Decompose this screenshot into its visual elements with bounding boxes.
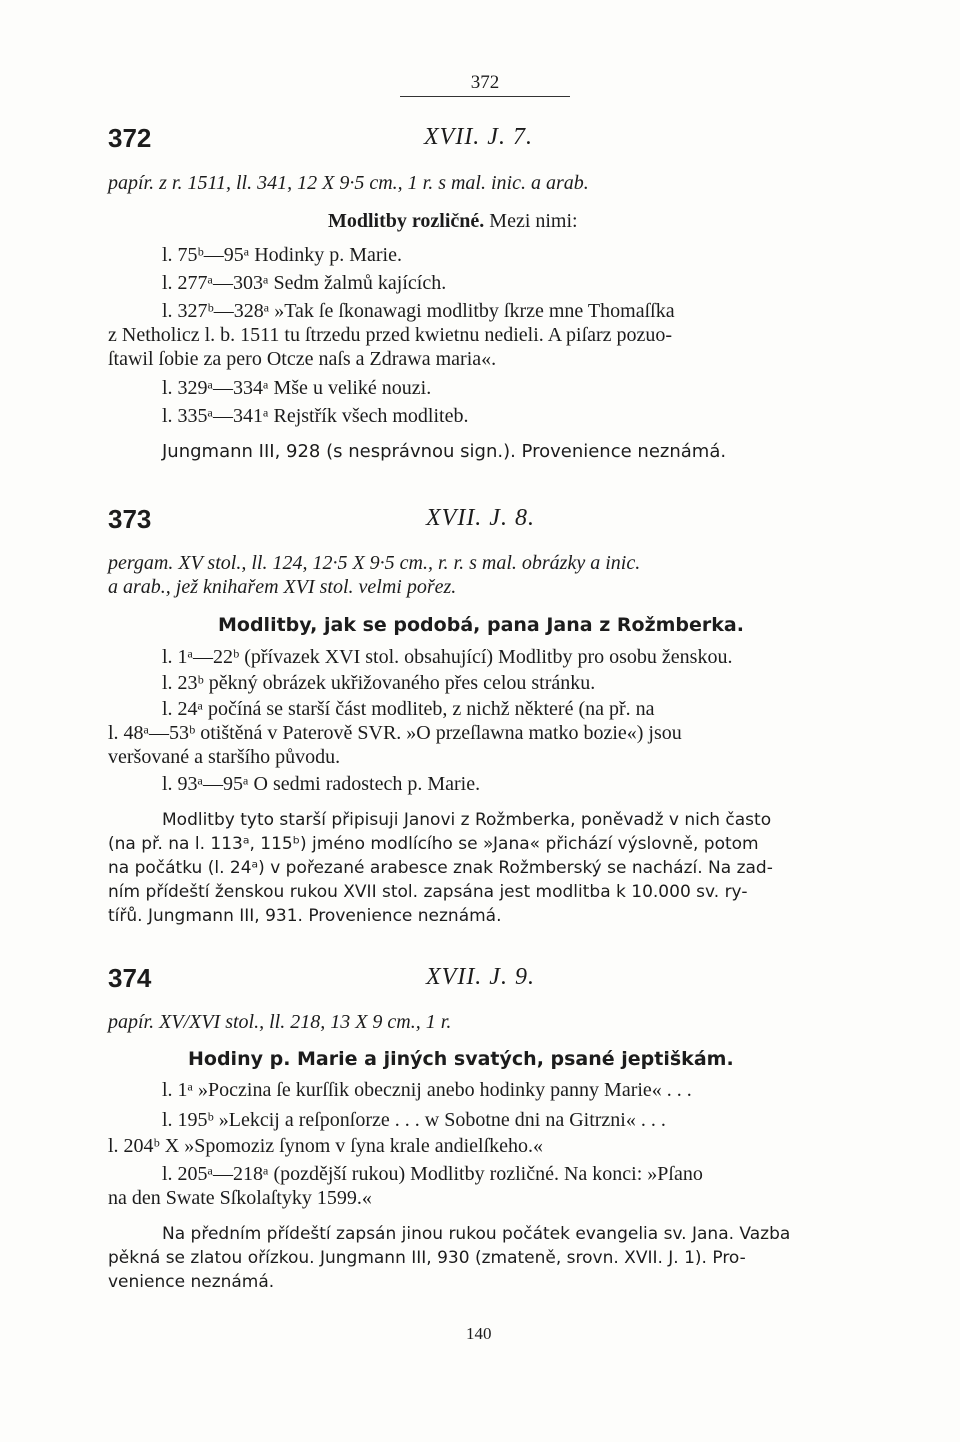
note-line: Na předním přídeští zapsán jinou rukou počátek evangelia sv. Jana. Vazba: [162, 1224, 791, 1244]
entry-title: Hodiny p. Marie a jiných svatých, psané jeptiškám.: [188, 1048, 734, 1070]
item-line: l. 23ᵇ pěkný obrázek ukřižovaného přes celou stránku.: [162, 672, 596, 694]
item-line: l. 195ᵇ »Lekcij a reſponſorze . . . w Sobotne dni na Gitrzni« . . .: [162, 1109, 666, 1131]
entry-description: papír. z r. 1511, ll. 341, 12 X 9·5 cm., 1 r. s mal. inic. a arab.: [108, 172, 589, 194]
note-line: ním přídeští ženskou rukou XVII stol. zapsána jest modlitba k 10.000 sv. ry-: [108, 882, 748, 902]
entry-title: Modlitby, jak se podobá, pana Jana z Rožmberka.: [218, 614, 744, 636]
item-line: l. 329ᵃ—334ᵃ Mše u veliké nouzi.: [162, 377, 432, 399]
entry-number: 373: [108, 504, 152, 534]
item-line: l. 335ᵃ—341ᵃ Rejstřík všech modliteb.: [162, 405, 469, 427]
running-head-number: 372: [470, 72, 500, 93]
page-number: 140: [466, 1324, 492, 1343]
note-line: tířů. Jungmann III, 931. Provenience neznámá.: [108, 906, 502, 926]
item-line: veršované a staršího původu.: [108, 746, 341, 768]
item-line: l. 205ᵃ—218ᵃ (pozdější rukou) Modlitby rozličné. Na konci: »Pſano: [162, 1163, 703, 1185]
entry-number: 372: [108, 123, 152, 153]
entry-number: 374: [108, 963, 152, 993]
item-line: l. 93ᵃ—95ᵃ O sedmi radostech p. Marie.: [162, 773, 481, 795]
entry-signature: XVII. J. 9.: [426, 964, 535, 990]
item-line: l. 75ᵇ—95ᵃ Hodinky p. Marie.: [162, 244, 402, 266]
item-line: l. 24ᵃ počíná se starší část modliteb, z nichž některé (na př. na: [162, 698, 655, 720]
running-head-rule: [400, 96, 570, 97]
entry-description-line: pergam. XV stol., ll. 124, 12·5 X 9·5 cm., r. r. s mal. obrázky a inic.: [108, 552, 641, 574]
running-head: [400, 72, 570, 97]
entry-title-line: [328, 209, 578, 233]
note-line: (na př. na l. 113ᵃ, 115ᵇ) jméno modlícího se »Jana« přichází výslovně, potom: [108, 834, 759, 854]
item-line: l. 1ᵃ—22ᵇ (přívazek XVI stol. obsahující) Modlitby pro osobu ženskou.: [162, 646, 733, 668]
item-line: l. 1ᵃ »Poczina ſe kurſſik obecznij anebo hodinky panny Marie« . . .: [162, 1079, 692, 1101]
item-line: ſtawil ſobie za pero Otcze naſs a Zdrawa maria«.: [108, 348, 497, 370]
note-line: na počátku (l. 24ᵃ) v pořezané arabesce znak Rožmberský se nachází. Na zad-: [108, 858, 773, 878]
item-line: l. 48ᵃ—53ᵇ otištěná v Paterově SVR. »O przeſlawna matko bozie«) jsou: [108, 722, 682, 744]
entry-title: Modlitby rozličné.: [328, 210, 485, 232]
entry-title-tail: Mezi nimi:: [489, 210, 578, 232]
entry-description-line: a arab., jež knihařem XVI stol. velmi pořez.: [108, 576, 457, 598]
note-line: Modlitby tyto starší připisuji Janovi z Rožmberka, poněvadž v nich často: [162, 810, 772, 830]
item-line: z Netholicz l. b. 1511 tu ſtrzedu przed kwietnu nedieli. A piſarz pozuo-: [108, 324, 673, 346]
item-line: l. 327ᵇ—328ᵃ »Tak ſe ſkonawagi modlitby ſkrze mne Thomaſſka: [162, 300, 675, 322]
note-line: pěkná se zlatou ořízkou. Jungmann III, 930 (zmateně, srovn. XVII. J. 1). Pro-: [108, 1248, 746, 1268]
item-line: na den Swate Sſkolaſtyky 1599.«: [108, 1187, 372, 1209]
entry-signature: XVII. J. 7.: [424, 124, 533, 150]
item-line: l. 277ᵃ—303ᵃ Sedm žalmů kajících.: [162, 272, 447, 294]
note-line: Jungmann III, 928 (s nesprávnou sign.). Provenience neznámá.: [162, 441, 727, 462]
note-line: venience neznámá.: [108, 1272, 275, 1292]
entry-description: papír. XV/XVI stol., ll. 218, 13 X 9 cm., 1 r.: [108, 1011, 452, 1033]
item-line: l. 204ᵇ X »Spomoziz ſynom v ſyna krale andielſkeho.«: [108, 1135, 543, 1157]
entry-signature: XVII. J. 8.: [426, 505, 535, 531]
